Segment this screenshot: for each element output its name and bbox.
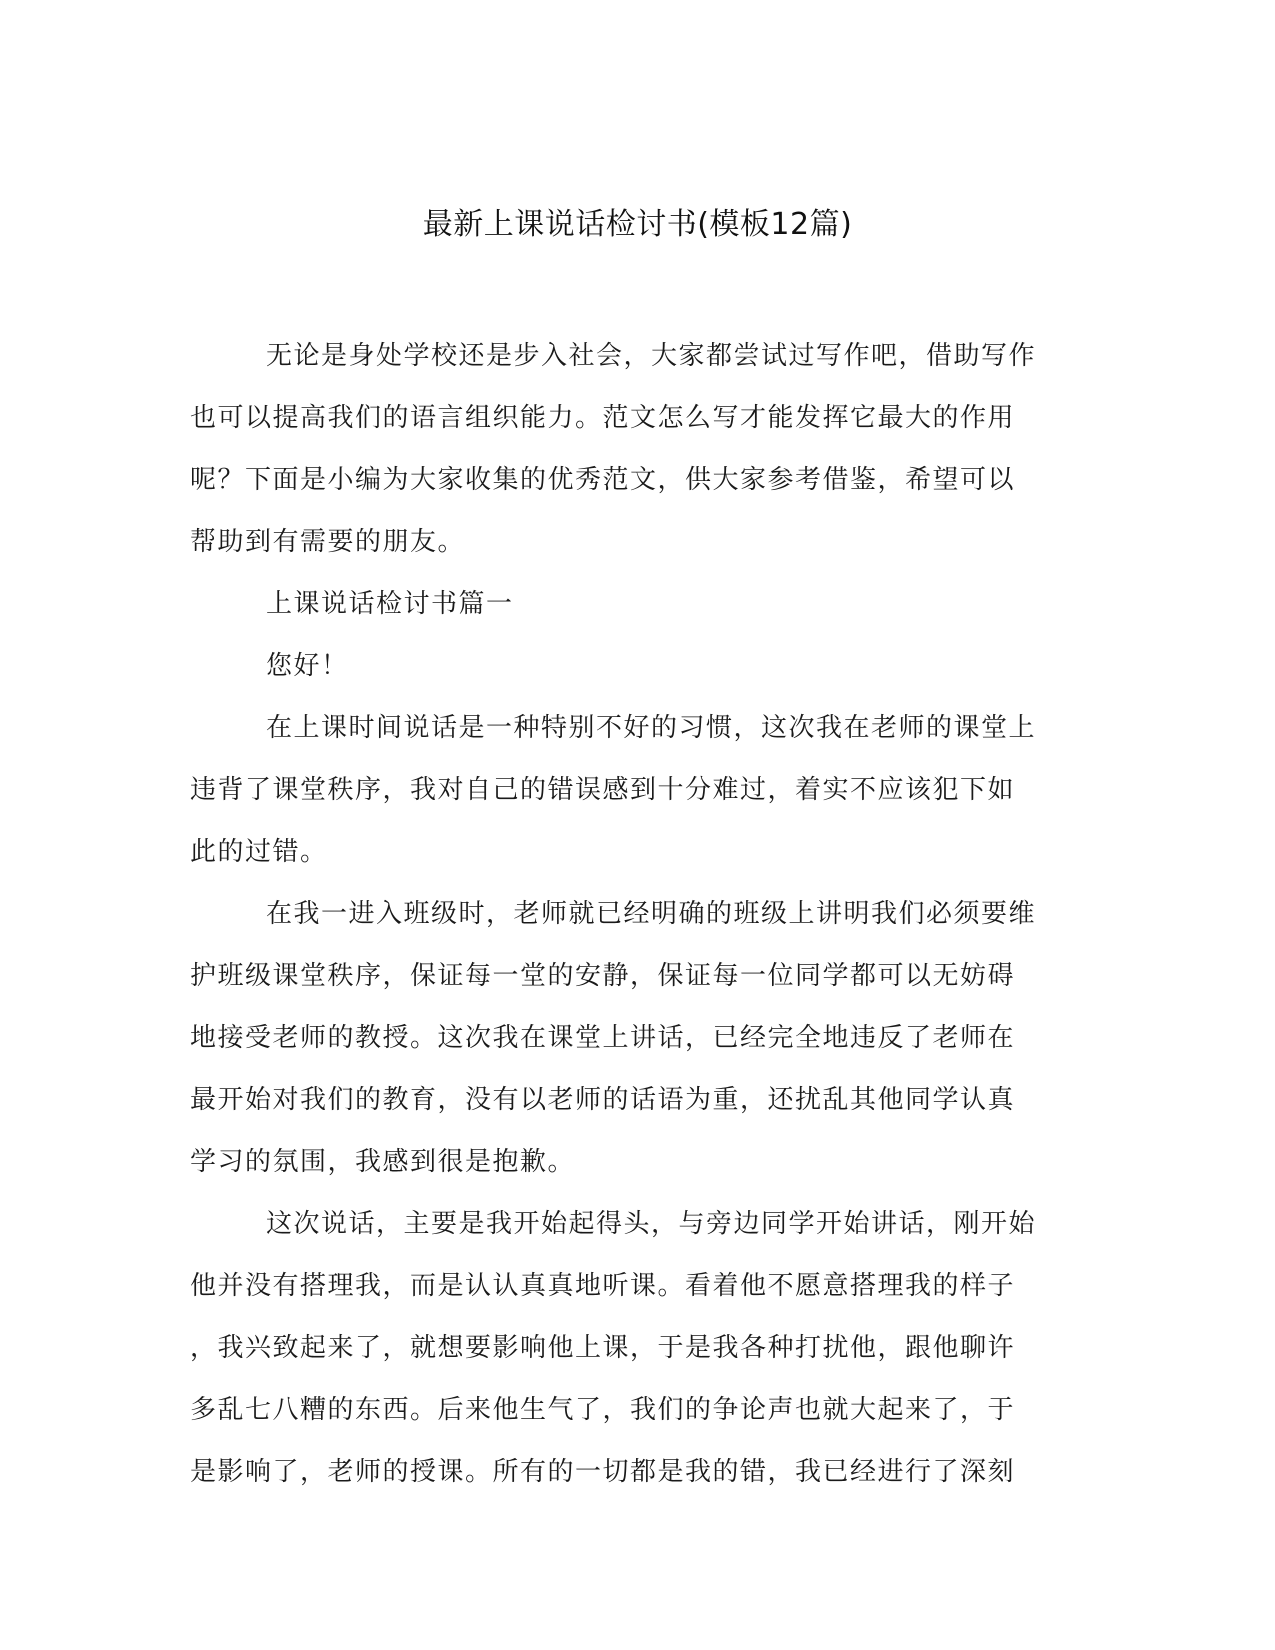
body-line: 无论是身处学校还是步入社会，大家都尝试过写作吧，借助写作: [266, 341, 1037, 371]
body-line: 学习的氛围，我感到很是抱歉。: [190, 1147, 576, 1177]
body-line: 在我一进入班级时，老师就已经明确的班级上讲明我们必须要维: [266, 899, 1037, 929]
body-line: ，我兴致起来了，就想要影响他上课，于是我各种打扰他，跟他聊许: [190, 1333, 1016, 1363]
greeting: 您好！: [266, 651, 349, 681]
body-line: 违背了课堂秩序，我对自己的错误感到十分难过，着实不应该犯下如: [190, 775, 1016, 805]
body-line: 护班级课堂秩序，保证每一堂的安静，保证每一位同学都可以无妨碍: [190, 961, 1016, 991]
document-body: [190, 325, 1070, 1503]
body-line: 这次说话，主要是我开始起得头，与旁边同学开始讲话，刚开始: [266, 1209, 1037, 1239]
body-line: 地接受老师的教授。这次我在课堂上讲话，已经完全地违反了老师在: [190, 1023, 1016, 1053]
body-line: 呢？下面是小编为大家收集的优秀范文，供大家参考借鉴，希望可以: [190, 465, 1016, 495]
body-line: 他并没有搭理我，而是认认真真地听课。看着他不愿意搭理我的样子: [190, 1271, 1016, 1301]
body-line: 帮助到有需要的朋友。: [190, 527, 466, 557]
body-line: 最开始对我们的教育，没有以老师的话语为重，还扰乱其他同学认真: [190, 1085, 1016, 1115]
body-line: 在上课时间说话是一种特别不好的习惯，这次我在老师的课堂上: [266, 713, 1037, 743]
body-line: 也可以提高我们的语言组织能力。范文怎么写才能发挥它最大的作用: [190, 403, 1016, 433]
document-title: 最新上课说话检讨书(模板12篇): [422, 207, 853, 242]
body-line: 是影响了，老师的授课。所有的一切都是我的错，我已经进行了深刻: [190, 1457, 1016, 1487]
section-heading: 上课说话检讨书篇一: [266, 589, 514, 619]
body-line: 多乱七八糟的东西。后来他生气了，我们的争论声也就大起来了，于: [190, 1395, 1016, 1425]
body-line: 此的过错。: [190, 837, 328, 867]
